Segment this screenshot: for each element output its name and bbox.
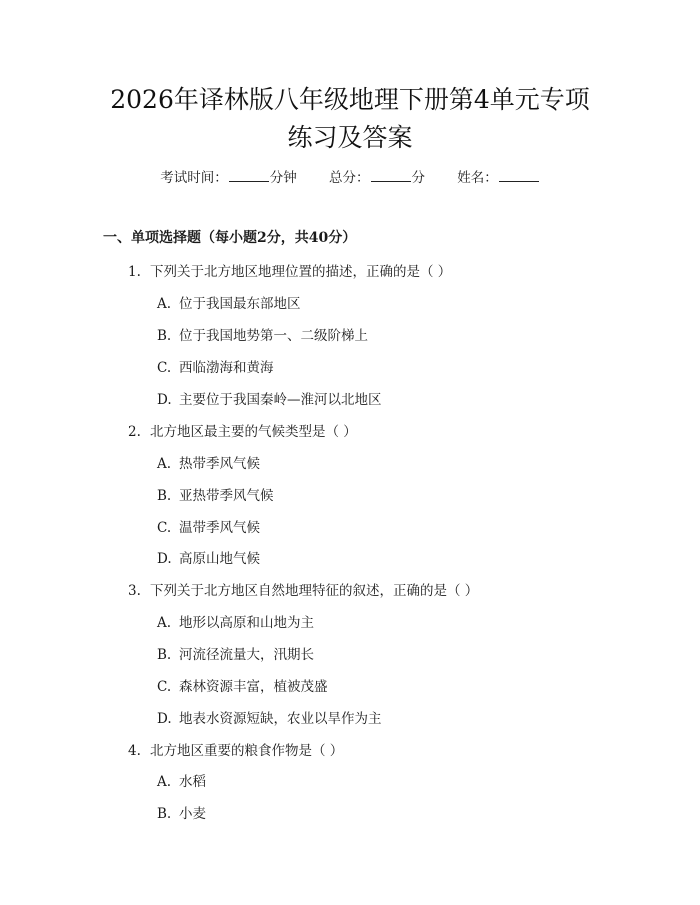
student-name-blank bbox=[499, 168, 539, 182]
option-letter: D. bbox=[157, 551, 172, 567]
question-3 bbox=[128, 581, 478, 601]
option-letter: C. bbox=[157, 520, 172, 536]
option-text: 温带季风气候 bbox=[179, 520, 260, 536]
document-title-line-1: 2026年译林版八年级地理下册第4单元专项 bbox=[110, 85, 590, 114]
question-3-option-d bbox=[157, 709, 382, 729]
option-text: 位于我国最东部地区 bbox=[179, 296, 301, 312]
question-4-option-b bbox=[157, 804, 206, 824]
option-text: 河流径流量大，汛期长 bbox=[179, 647, 314, 663]
option-text: 小麦 bbox=[179, 806, 206, 822]
question-1-option-b bbox=[157, 326, 368, 346]
question-1-option-d bbox=[157, 390, 382, 410]
document-title-line-2: 练习及答案 bbox=[287, 123, 413, 152]
option-letter: B. bbox=[157, 806, 172, 822]
option-text: 地形以高原和山地为主 bbox=[179, 615, 314, 631]
question-1 bbox=[128, 262, 451, 282]
question-2 bbox=[128, 422, 357, 442]
option-letter: C. bbox=[157, 360, 172, 376]
question-3-option-b bbox=[157, 645, 314, 665]
question-1-option-a bbox=[157, 294, 301, 314]
question-2-option-c bbox=[157, 518, 260, 538]
question-4-option-a bbox=[157, 772, 206, 792]
question-text: 北方地区最主要的气候类型是（ ） bbox=[150, 424, 357, 440]
question-text: 北方地区重要的粮食作物是（ ） bbox=[150, 743, 344, 759]
option-letter: D. bbox=[157, 711, 172, 727]
option-letter: B. bbox=[157, 488, 172, 504]
exam-info-row bbox=[0, 168, 700, 188]
option-letter: B. bbox=[157, 328, 172, 344]
option-text: 亚热带季风气候 bbox=[179, 488, 274, 504]
option-text: 西临渤海和黄海 bbox=[179, 360, 274, 376]
question-2-option-d bbox=[157, 549, 260, 569]
question-2-option-b bbox=[157, 486, 274, 506]
option-letter: C. bbox=[157, 679, 172, 695]
option-letter: A. bbox=[157, 456, 172, 472]
exam-time-blank bbox=[229, 168, 269, 182]
student-name-label: 姓名： bbox=[457, 170, 498, 186]
option-letter: B. bbox=[157, 647, 172, 663]
total-score-label: 总分： bbox=[329, 170, 370, 186]
option-text: 水稻 bbox=[179, 774, 206, 790]
option-text: 热带季风气候 bbox=[179, 456, 260, 472]
exam-time-unit: 分钟 bbox=[269, 170, 297, 186]
question-3-option-c bbox=[157, 677, 328, 697]
section-heading: 一、单项选择题（每小题2分，共40分） bbox=[103, 230, 357, 246]
question-number: 2. bbox=[128, 424, 141, 440]
option-text: 森林资源丰富，植被茂盛 bbox=[179, 679, 328, 695]
question-1-option-c bbox=[157, 358, 274, 378]
question-text: 下列关于北方地区自然地理特征的叙述，正确的是（ ） bbox=[150, 583, 479, 599]
option-letter: A. bbox=[157, 615, 172, 631]
option-letter: D. bbox=[157, 392, 172, 408]
question-text: 下列关于北方地区地理位置的描述，正确的是（ ） bbox=[150, 264, 452, 280]
option-text: 地表水资源短缺，农业以旱作为主 bbox=[179, 711, 382, 727]
option-letter: A. bbox=[157, 296, 172, 312]
student-name-field bbox=[457, 168, 540, 188]
exam-time-field bbox=[160, 168, 297, 188]
total-score-unit: 分 bbox=[411, 170, 425, 186]
total-score-field bbox=[329, 168, 425, 188]
question-number: 4. bbox=[128, 743, 141, 759]
question-number: 1. bbox=[128, 264, 141, 280]
option-text: 位于我国地势第一、二级阶梯上 bbox=[179, 328, 368, 344]
option-text: 主要位于我国秦岭—淮河以北地区 bbox=[179, 392, 382, 408]
question-2-option-a bbox=[157, 454, 260, 474]
question-4 bbox=[128, 741, 343, 761]
question-number: 3. bbox=[128, 583, 141, 599]
option-letter: A. bbox=[157, 774, 172, 790]
question-3-option-a bbox=[157, 613, 314, 633]
total-score-blank bbox=[371, 168, 411, 182]
option-text: 高原山地气候 bbox=[179, 551, 260, 567]
exam-time-label: 考试时间： bbox=[160, 170, 228, 186]
